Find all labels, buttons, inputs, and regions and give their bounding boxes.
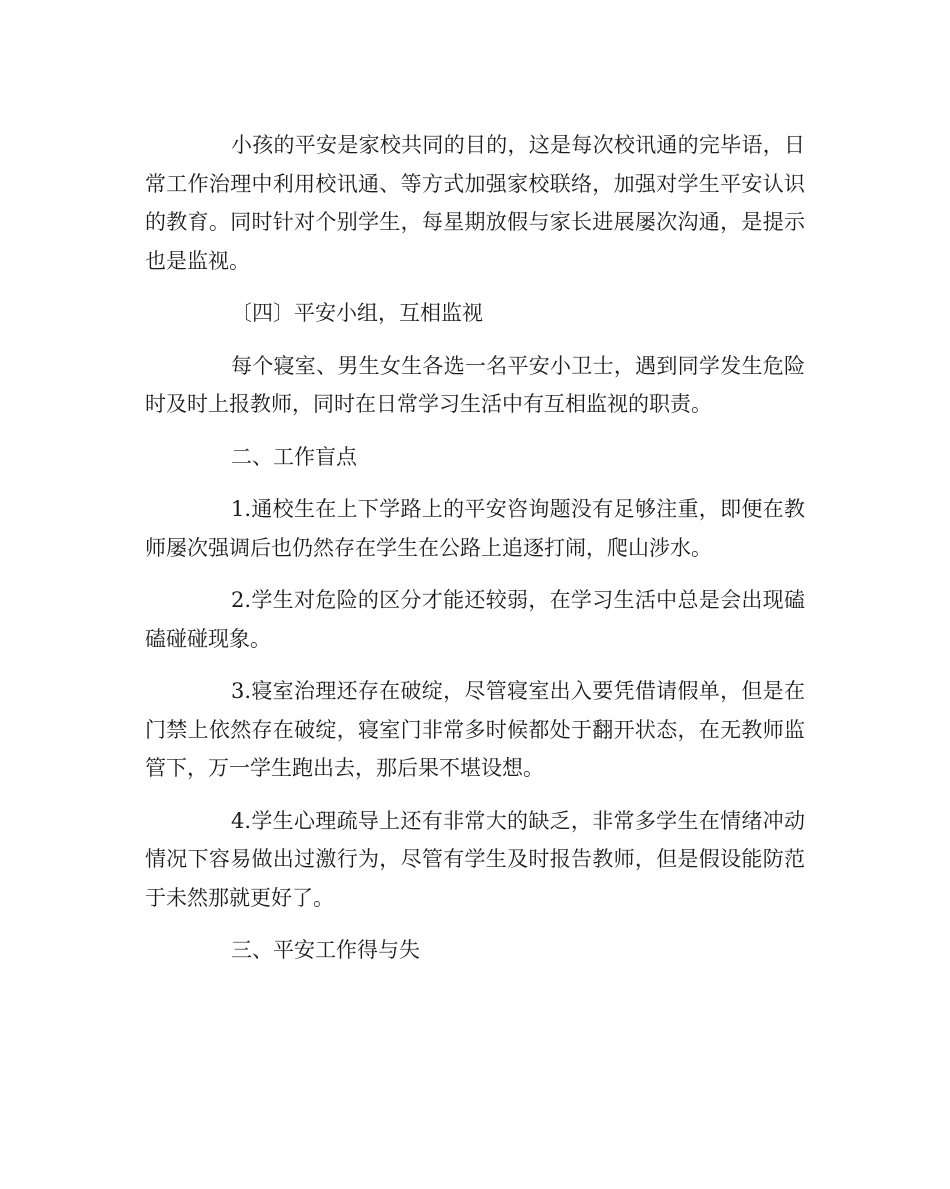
document-body — [145, 126, 805, 984]
section-heading-gains-losses: 三、平安工作得与失 — [231, 938, 420, 962]
section-heading-work-blind-spots: 二、工作盲点 — [231, 444, 357, 469]
paragraph-blind-spot-2: 2.学生对危险的区分才能还较弱，在学习生活中总是会出现磕磕碰碰现象。 — [145, 588, 805, 651]
paragraph-blind-spot-3: 3.寝室治理还存在破绽，尽管寝室出入要凭借请假单，但是在门禁上依然存在破绽，寝室门非常多时候都处于翻开状态，在无教师监管下，万一学生跑出去，那后果不堪设想。 — [145, 679, 805, 780]
subheading-safety-group: 〔四〕平安小组，互相监视 — [231, 301, 483, 325]
paragraph-blind-spot-4: 4.学生心理疏导上还有非常大的缺乏，非常多学生在情绪冲动情况下容易做出过激行为，尽管有学生及时报告教师，但是假设能防范于未然那就更好了。 — [145, 808, 805, 910]
paragraph-blind-spot-1: 1.通校生在上下学路上的平安咨询题没有足够注重，即便在教师屡次强调后也仍然存在学生在公路上追逐打闹，爬山涉水。 — [145, 497, 805, 560]
paragraph-home-school-contact: 小孩的平安是家校共同的目的，这是每次校讯通的完毕语，日常工作治理中利用校讯通、等方式加强家校联络，加强对学生平安认识的教育。同时针对个别学生，每星期放假与家长进展屡次沟通，是提示也是监视。 — [145, 133, 805, 273]
paragraph-safety-guards: 每个寝室、男生女生各选一名平安小卫士，遇到同学发生危险时及时上报教师，同时在日常学习生活中有互相监视的职责。 — [145, 353, 805, 416]
